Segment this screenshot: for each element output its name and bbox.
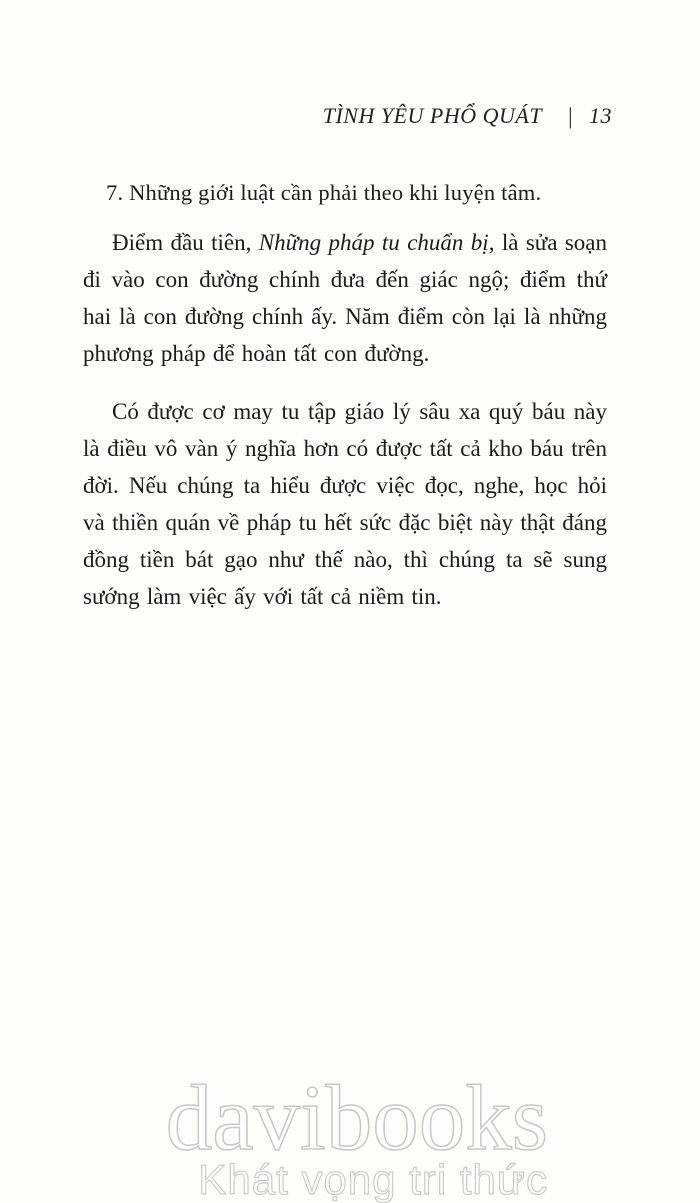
watermark-brand: davibooks: [165, 1067, 548, 1170]
section-heading: 7. Những giới luật cần phải theo khi luyện tâm.: [106, 180, 542, 205]
paragraph-1-suffix: , là sửa soạn đi vào con đường chính đưa đến giác ngộ; điểm thứ hai là con đường chính ấy. Năm điểm còn lại là những phương pháp để hoàn tất con đường.: [83, 230, 608, 366]
paragraph-1: [83, 224, 607, 372]
running-head: [0, 103, 612, 129]
watermark: [165, 1067, 548, 1203]
paragraph-2: Có được cơ may tu tập giáo lý sâu xa quý báu này là điều vô vàn ý nghĩa hơn có được tất cả kho báu trên đời. Nếu chúng ta hiểu được việc đọc, nghe, học hỏi và thiền quán về pháp tu hết sức đặc biệt này thật đáng đồng tiền bát gạo như thế nào, thì chúng ta sẽ sung sướng làm việc ấy với tất cả niềm tin.: [83, 399, 607, 609]
page-number: 13: [589, 103, 612, 128]
watermark-tagline: Khát vọng tri thức: [198, 1156, 548, 1203]
body-text: [83, 224, 607, 615]
header-separator: |: [568, 102, 573, 129]
book-title: TÌNH YÊU PHỔ QUÁT: [322, 103, 543, 128]
paragraph-1-prefix: Điểm đầu tiên,: [112, 230, 259, 255]
paragraph-1-italic-phrase: Những pháp tu chuẩn bị: [258, 230, 489, 255]
